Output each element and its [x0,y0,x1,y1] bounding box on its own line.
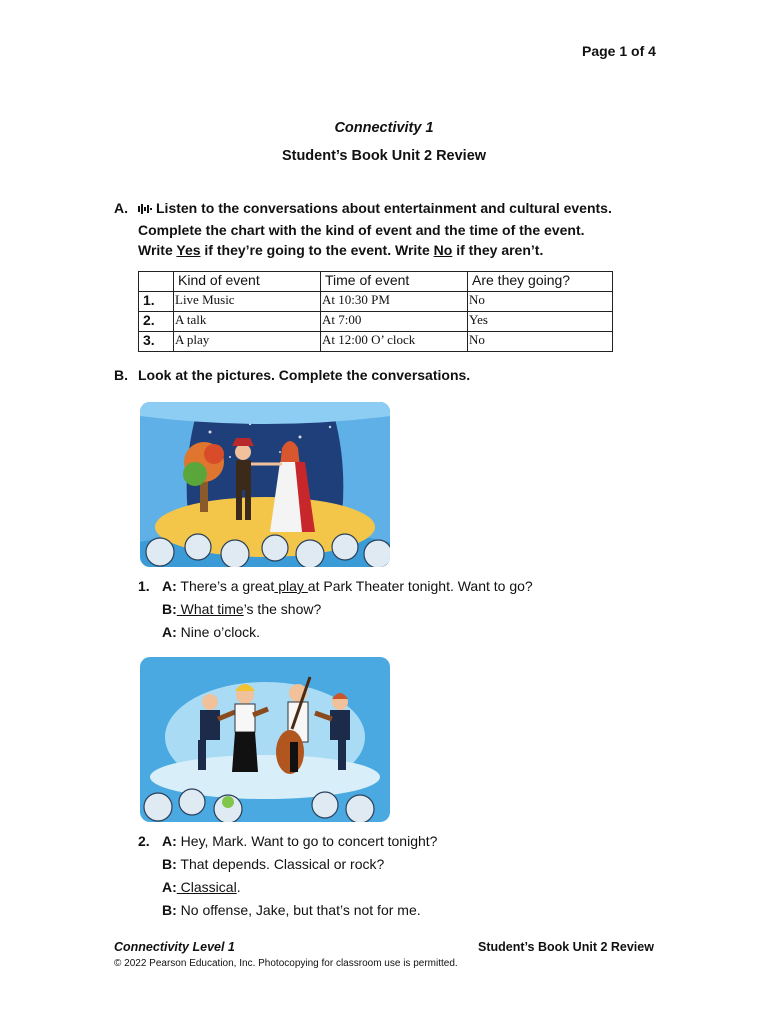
section-a-letter: A. [114,200,128,216]
conversation-line: A: There’s a great play at Park Theater tonight. Want to go? [162,578,533,594]
table-row [139,292,613,312]
footer-document-title: Student’s Book Unit 2 Review [478,940,654,954]
conversation-line: B: No offense, Jake, but that’s not for me. [162,902,421,918]
conversation-line: B: What time’s the show? [162,601,322,617]
conversation-line: A: Classical. [162,879,241,895]
table-header-row [139,272,613,292]
kind-cell[interactable]: A talk [174,312,321,332]
row-number: 3. [139,332,174,352]
row-number: 1. [139,292,174,312]
table-row [139,332,613,352]
header-time: Time of event [321,272,468,292]
going-cell[interactable]: No [468,292,613,312]
section-b-instructions: Look at the pictures. Complete the conversations. [138,367,471,383]
instruction-line-1: Listen to the conversations about entertainment and cultural events. [156,200,612,216]
footer-series-title: Connectivity Level 1 [114,940,235,954]
going-cell[interactable]: No [468,332,613,352]
header-blank [139,272,174,292]
theater-play-illustration [140,402,390,567]
kind-cell[interactable]: Live Music [174,292,321,312]
going-cell[interactable]: Yes [468,312,613,332]
audio-icon[interactable] [138,200,152,220]
instruction-line-2: Complete the chart with the kind of event and the time of the event. [138,222,585,238]
answer-blank[interactable]: Classical [176,879,237,895]
conversation-line: A: Nine o’clock. [162,624,261,640]
copyright-notice: © 2022 Pearson Education, Inc. Photocopying for classroom use is permitted. [114,958,458,969]
conversation-1 [162,575,533,644]
kind-cell[interactable]: A play [174,332,321,352]
page-number: Page 1 of 4 [582,43,656,59]
conversation-2-number: 2. [138,833,150,849]
conversation-line: A: Hey, Mark. Want to go to concert tonight? [162,833,438,849]
time-cell[interactable]: At 12:00 O’ clock [321,332,468,352]
section-b-letter: B. [114,367,128,383]
events-table [138,271,613,352]
header-going: Are they going? [468,272,613,292]
header-kind: Kind of event [174,272,321,292]
document-title: Connectivity 1 [334,120,434,136]
conversation-1-number: 1. [138,578,150,594]
table-row [139,312,613,332]
time-cell[interactable]: At 7:00 [321,312,468,332]
instruction-line-3: Write Yes if they’re going to the event. Write No if they aren’t. [138,242,544,258]
answer-blank[interactable]: What time [176,601,244,617]
time-cell[interactable]: At 10:30 PM [321,292,468,312]
string-quartet-illustration [140,657,390,822]
section-a-instructions [138,198,612,260]
document-subtitle: Student’s Book Unit 2 Review [281,148,487,164]
conversation-line: B: That depends. Classical or rock? [162,856,385,872]
row-number: 2. [139,312,174,332]
conversation-2 [162,830,437,922]
answer-blank[interactable]: play [274,578,308,594]
